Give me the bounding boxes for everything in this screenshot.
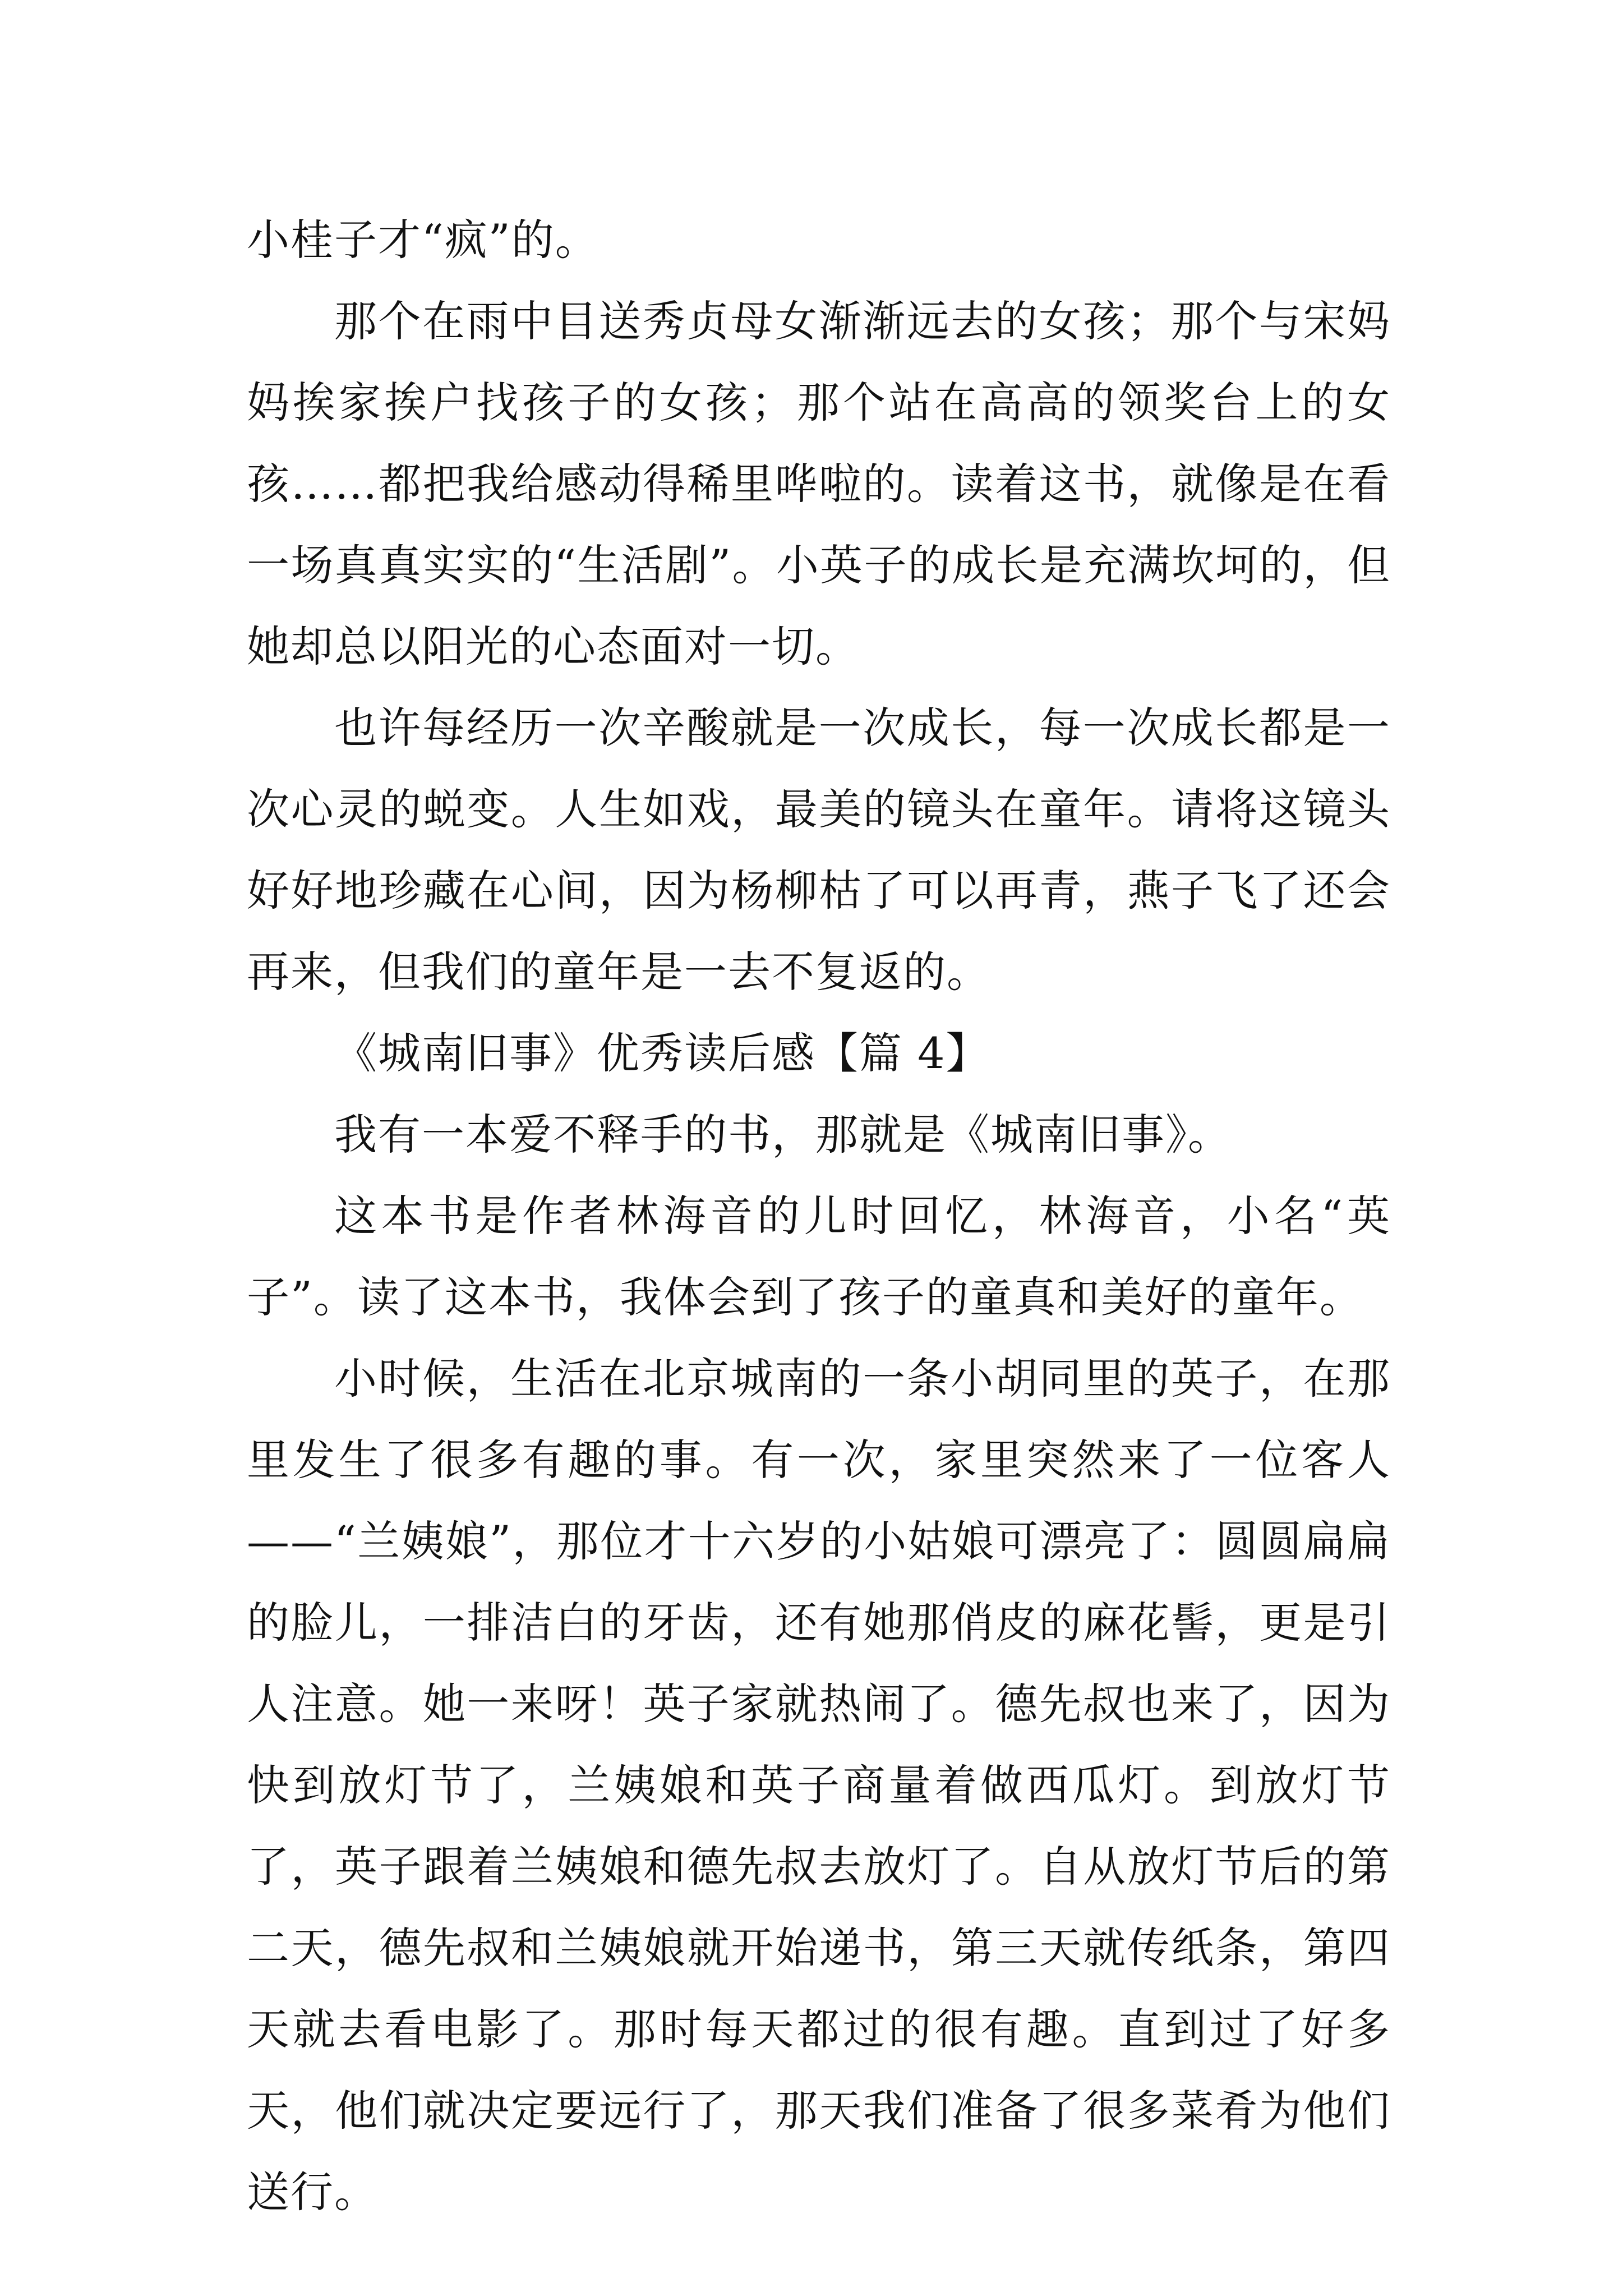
section-paragraph-3: 小时候，生活在北京城南的一条小胡同里的英子，在那里发生了很多有趣的事。有一次，家里突然来了一位客人——“兰姨娘”，那位才十六岁的小姑娘可漂亮了：圆圆扁扁的脸儿，一排洁白的牙齿，还有她那俏皮的麻花髻，更是引人注意。她一来呀！英子家就热闹了。德先叔也来了，因为快到放灯节了，兰姨娘和英子商量着做西瓜灯。到放灯节了，英子跟着兰姨娘和德先叔去放灯了。自从放灯节后的第二天，德先叔和兰姨娘就开始递书，第三天就传纸条，第四天就去看电影了。那时每天都过的很有趣。直到过了好多天，他们就决定要远行了，那天我们准备了很多菜肴为他们送行。 bbox=[247, 1354, 1391, 2217]
paragraph-1: 小桂子才“疯”的。 bbox=[247, 215, 599, 265]
section-paragraph-1: 我有一本爱不释手的书，那就是《城南旧事》。 bbox=[334, 1110, 1232, 1159]
paragraph-2: 那个在雨中目送秀贞母女渐渐远去的女孩；那个与宋妈妈挨家挨户找孩子的女孩；那个站在高高的领奖台上的女孩……都把我给感动得稀里哗啦的。读着这书，就像是在看一场真真实实的“生活剧”。小英子的成长是充满坎坷的，但她却总以阳光的心态面对一切。 bbox=[247, 296, 1391, 671]
document-body bbox=[247, 199, 1391, 2233]
section-paragraph-2: 这本书是作者林海音的儿时回忆，林海音，小名“英子”。读了这本书，我体会到了孩子的童真和美好的童年。 bbox=[247, 1191, 1391, 1322]
section-heading: 《城南旧事》优秀读后感【篇 4】 bbox=[334, 1028, 990, 1078]
paragraph-3: 也许每经历一次辛酸就是一次成长，每一次成长都是一次心灵的蜕变。人生如戏，最美的镜头在童年。请将这镜头好好地珍藏在心间，因为杨柳枯了可以再青，燕子飞了还会再来，但我们的童年是一去不复返的。 bbox=[247, 703, 1391, 997]
